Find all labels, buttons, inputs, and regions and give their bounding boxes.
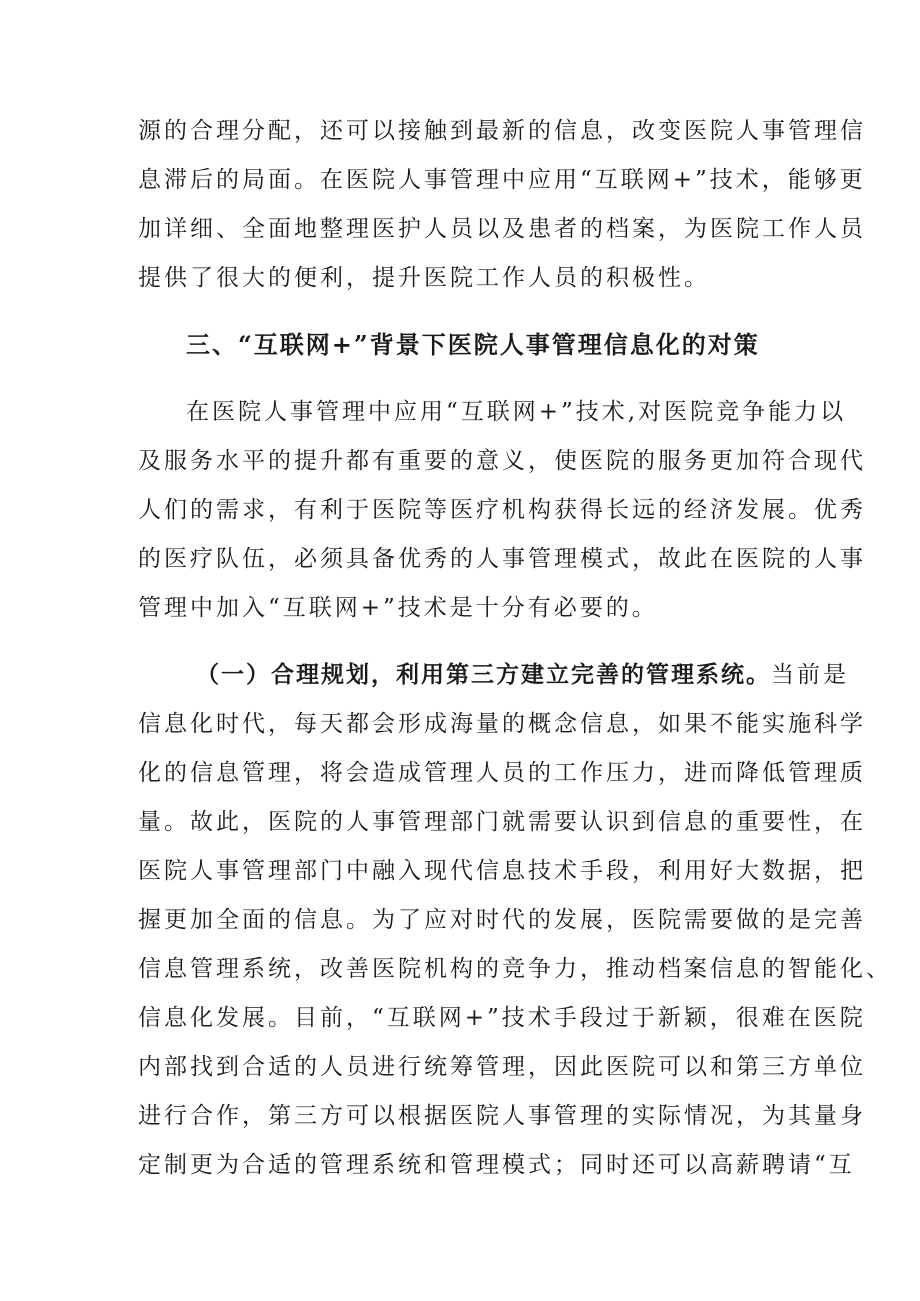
paragraph-line: 握更加全面的信息。为了应对时代的发展，医院需要做的是完善 (138, 907, 866, 933)
paragraph-line: 定制更为合适的管理系统和管理模式；同时还可以高薪聘请“互 (138, 1152, 855, 1178)
paragraph-line: 信息化发展。目前，“互联网+”技术手段过于新颖，很难在医院 (138, 1005, 866, 1031)
paragraph-line: 及服务水平的提升都有重要的意义，使医院的服务更加符合现代 (138, 448, 866, 474)
paragraph-line: 进行合作，第三方可以根据医院人事管理的实际情况，为其量身 (138, 1103, 866, 1129)
paragraph-line: 化的信息管理，将会造成管理人员的工作压力，进而降低管理质 (138, 760, 866, 786)
section-heading: 三、“互联网+”背景下医院人事管理信息化的对策 (186, 330, 760, 359)
paragraph-line: 加详细、全面地整理医护人员以及患者的档案，为医院工作人员 (138, 216, 866, 242)
paragraph-line: 提供了很大的便利，提升医院工作人员的积极性。 (138, 265, 710, 291)
paragraph-line: 人们的需求，有利于医院等医疗机构获得长远的经济发展。优秀 (138, 497, 866, 523)
paragraph-line: 在医院人事管理中应用“互联网+”技术,对医院竞争能力以 (186, 399, 847, 425)
paragraph-line: 管理中加入“互联网+”技术是十分有必要的。 (138, 595, 658, 621)
paragraph-first-line (196, 660, 849, 690)
paragraph-line: 源的合理分配，还可以接触到最新的信息，改变医院人事管理信 (138, 118, 866, 144)
paragraph-line: 内部找到合适的人员进行统筹管理，因此医院可以和第三方单位 (138, 1054, 866, 1080)
paragraph-line: 量。故此，医院的人事管理部门就需要认识到信息的重要性，在 (138, 809, 866, 835)
paragraph-text: 当前是 (771, 662, 849, 688)
paragraph-line: 的医疗队伍，必须具备优秀的人事管理模式，故此在医院的人事 (138, 546, 866, 572)
subsection-heading: （一）合理规划，利用第三方建立完善的管理系统。 (196, 661, 771, 688)
paragraph-line: 医院人事管理部门中融入现代信息技术手段，利用好大数据，把 (138, 858, 866, 884)
paragraph-line: 息滞后的局面。在医院人事管理中应用“互联网+”技术，能够更 (138, 167, 866, 193)
paragraph-line: 信息化时代，每天都会形成海量的概念信息，如果不能实施科学 (138, 711, 866, 737)
paragraph-line: 信息管理系统，改善医院机构的竞争力，推动档案信息的智能化、 (138, 956, 892, 982)
